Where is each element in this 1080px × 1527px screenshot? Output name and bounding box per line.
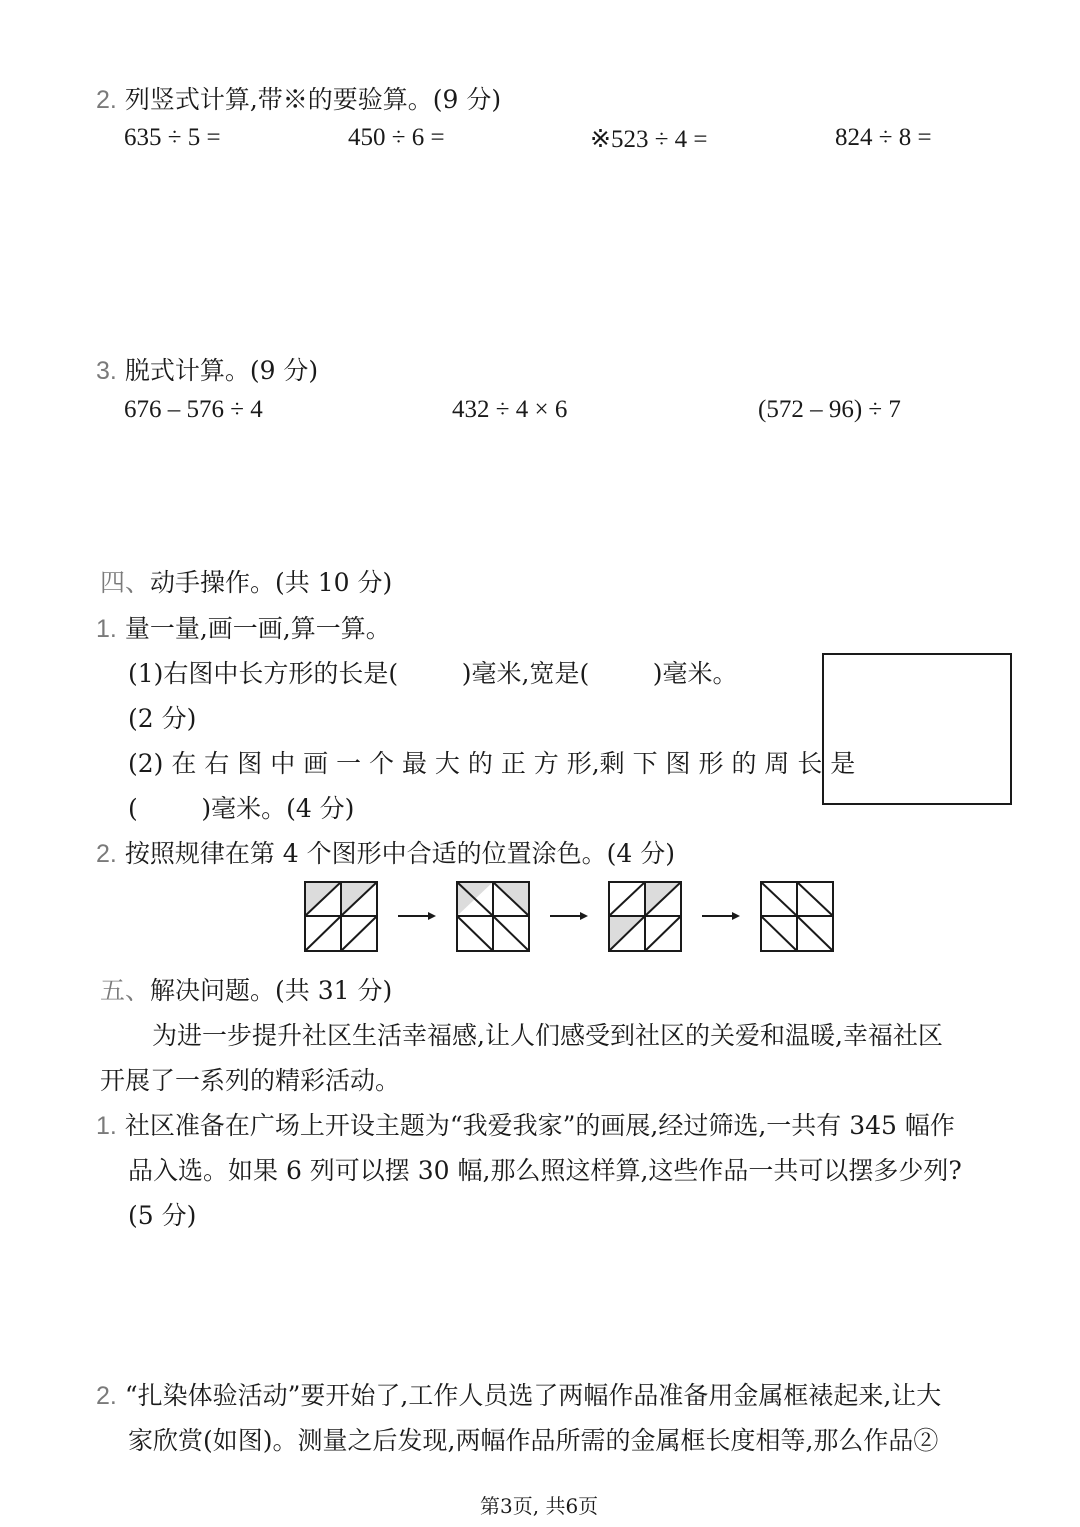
section5-intro-line2: 开展了一系列的精彩活动。 xyxy=(100,1066,401,1095)
q2-number: 2. xyxy=(96,86,117,114)
s5q2-line1 xyxy=(96,1376,941,1412)
s5q2-text-1: “扎染体验活动”要开始了,工作人员选了两幅作品准备用金属框裱起来,让大 xyxy=(124,1381,942,1410)
section5-heading xyxy=(100,971,392,1007)
section5-title: 解决问题。(共 31 分) xyxy=(150,976,393,1005)
arrow-1 xyxy=(398,912,436,920)
q3-expr-1: 676 – 576 ÷ 4 xyxy=(124,396,263,423)
q2-expr-2: 450 ÷ 6 = xyxy=(348,124,445,151)
s5q1-line2: 品入选。如果 6 列可以摆 30 幅,那么照这样算,这些作品一共可以摆多少列? xyxy=(128,1156,962,1185)
section5-number: 五、 xyxy=(100,976,151,1005)
section4-title: 动手操作。(共 10 分) xyxy=(150,568,393,597)
q3-title: 脱式计算。(9 分) xyxy=(124,356,319,385)
pattern-figure-1 xyxy=(305,882,377,951)
s5q2-number: 2. xyxy=(96,1382,117,1410)
pattern-figure-3 xyxy=(609,882,681,951)
s5q1-number: 1. xyxy=(96,1112,117,1140)
s5q1-line3: (5 分) xyxy=(128,1201,197,1230)
s5q2-line2: 家欣赏(如图)。测量之后发现,两幅作品所需的金属框长度相等,那么作品② xyxy=(128,1426,939,1455)
s4q2-number: 2. xyxy=(96,840,117,868)
s5q1-line1 xyxy=(96,1106,955,1142)
s5q1-text-1: 社区准备在广场上开设主题为“我爱我家”的画展,经过筛选,一共有 345 幅作 xyxy=(124,1111,955,1140)
q3-expr-3: (572 – 96) ÷ 7 xyxy=(758,396,901,423)
q2-expr-1: 635 ÷ 5 = xyxy=(124,124,221,151)
pattern-figure-2 xyxy=(457,882,529,951)
arrow-2 xyxy=(550,912,588,920)
q3-number: 3. xyxy=(96,357,117,385)
s4q1-number: 1. xyxy=(96,615,117,643)
s4q1-title: 量一量,画一画,算一算。 xyxy=(124,614,391,643)
s4q2-title: 按照规律在第 4 个图形中合适的位置涂色。(4 分) xyxy=(124,839,675,868)
q3-expr-2: 432 ÷ 4 × 6 xyxy=(452,396,568,423)
arrow-3 xyxy=(702,912,740,920)
section5-intro-line1: 为进一步提升社区生活幸福感,让人们感受到社区的关爱和温暖,幸福社区 xyxy=(152,1021,943,1050)
pattern-figure-4 xyxy=(761,882,833,951)
s4q1-line4: ( )毫米。(4 分) xyxy=(128,794,355,823)
q2-expr-3: ※523 ÷ 4 = xyxy=(590,126,708,153)
s4q1-line2: (2 分) xyxy=(128,704,197,733)
q2-title: 列竖式计算,带※的要验算。(9 分) xyxy=(124,85,502,114)
page-footer: 第3页, 共6页 xyxy=(480,1494,599,1518)
s4q1-line1: (1)右图中长方形的长是( )毫米,宽是( )毫米。 xyxy=(128,659,738,688)
q2-expr-4: 824 ÷ 8 = xyxy=(835,124,932,151)
s4q1-line3: (2) 在 右 图 中 画 一 个 最 大 的 正 方 形,剩 下 图 形 的 周 长 是 xyxy=(128,749,856,778)
section4-number: 四、 xyxy=(100,568,151,597)
